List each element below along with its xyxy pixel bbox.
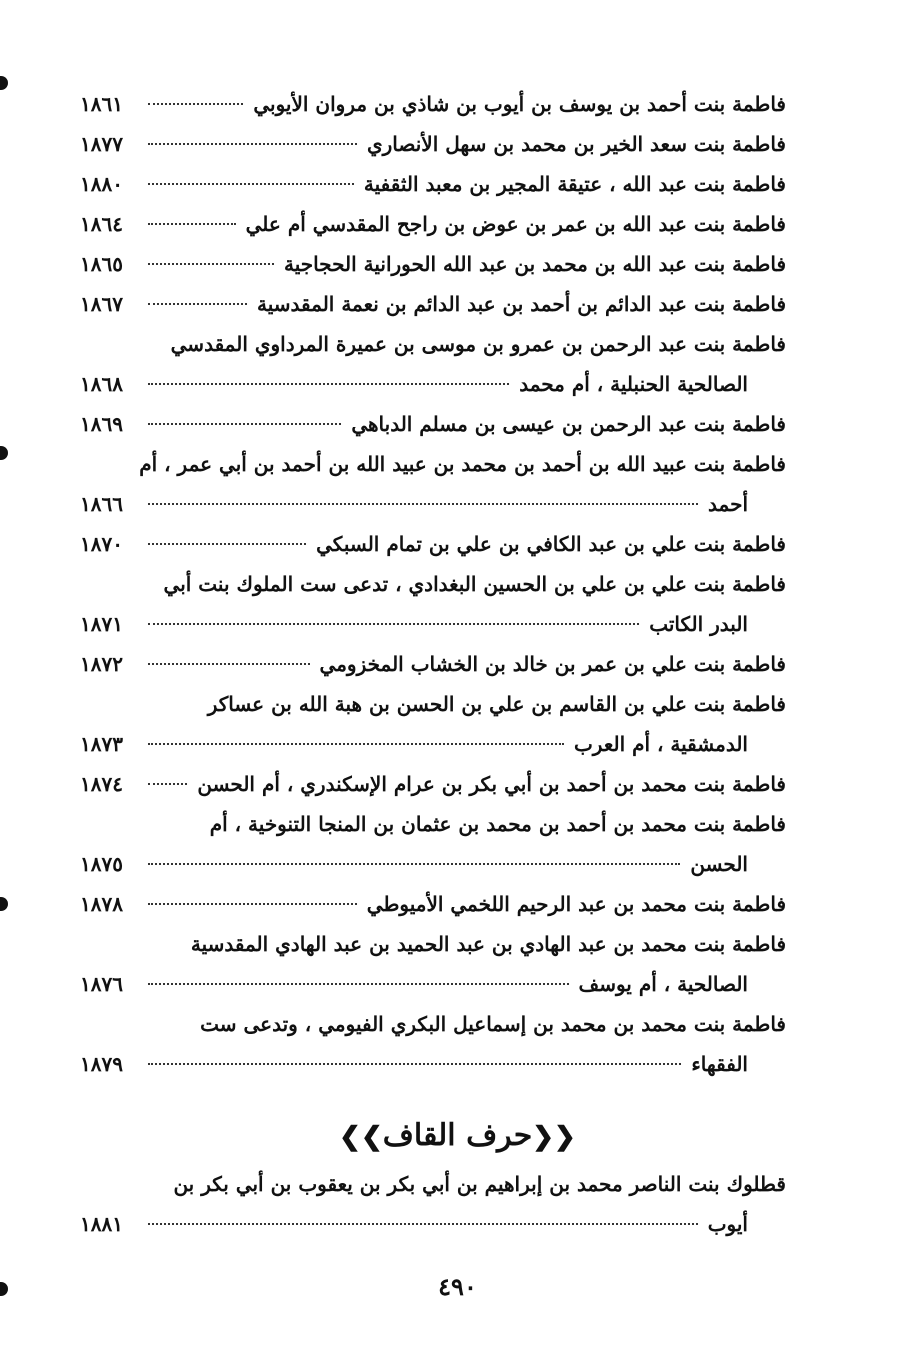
index-entry — [80, 444, 786, 524]
dot-leader — [148, 503, 698, 505]
entry-text: فاطمة بنت عبد الله ، عتيقة المجير بن معبد الثقفية — [363, 172, 786, 196]
entry-line — [80, 204, 786, 244]
index-entry — [80, 404, 786, 444]
entry-line — [80, 644, 786, 684]
entry-text: أحمد — [708, 492, 748, 516]
entry-text: الدمشقية ، أم العرب — [573, 732, 748, 756]
entry-text: فاطمة بنت عبد الرحمن بن عمرو بن موسى بن عميرة المرداوي المقدسي — [170, 332, 786, 356]
dot-leader — [148, 263, 274, 265]
entry-line — [80, 924, 786, 964]
entry-number: ١٨٧٠ — [80, 532, 123, 556]
entry-text: فاطمة بنت علي بن عمر بن خالد بن الخشاب المخزومي — [319, 652, 786, 676]
page-number: ٤٩٠ — [438, 1272, 477, 1301]
index-entry — [80, 684, 786, 764]
entry-text: فاطمة بنت عبيد الله بن أحمد بن محمد بن عبيد الله بن أحمد بن أبي عمر ، أم — [139, 452, 786, 476]
entry-number: ١٨٨٠ — [80, 172, 123, 196]
entry-text: فاطمة بنت محمد بن أحمد بن أبي بكر بن عرام الإسكندري ، أم الحسن — [197, 772, 786, 796]
entry-number: ١٨٦١ — [80, 92, 123, 116]
entry-line — [80, 844, 786, 884]
entry-line — [80, 1164, 786, 1204]
dot-leader — [148, 863, 680, 865]
ornament-left: ❮❮ — [532, 1122, 576, 1152]
entry-number: ١٨٦٨ — [80, 372, 123, 396]
index-entry — [80, 164, 786, 204]
entry-number: ١٨٦٦ — [80, 492, 123, 516]
dot-leader — [148, 743, 564, 745]
entry-number: ١٨٧٨ — [80, 892, 123, 916]
entry-text: فاطمة بنت علي بن علي بن الحسين البغدادي ، تدعى ست الملوك بنت أبي — [163, 572, 786, 596]
entry-text: فاطمة بنت عبد الله بن محمد بن عبد الله الحورانية الحجاجية — [283, 252, 786, 276]
entry-text: فاطمة بنت محمد بن أحمد بن محمد بن عثمان بن المنجا التنوخية ، أم — [209, 812, 786, 836]
entry-number: ١٨٨١ — [80, 1212, 123, 1236]
index-entry — [80, 644, 786, 684]
index-entry — [80, 204, 786, 244]
entry-line — [80, 364, 786, 404]
entry-number: ١٨٧١ — [80, 612, 123, 636]
entry-line — [80, 1044, 786, 1084]
binding-mark — [0, 76, 8, 90]
dot-leader — [148, 223, 236, 225]
entry-number: ١٨٧٥ — [80, 852, 123, 876]
dot-leader — [148, 143, 357, 145]
entry-text: فاطمة بنت أحمد بن يوسف بن أيوب بن شاذي بن مروان الأيوبي — [253, 92, 786, 116]
entry-line — [80, 604, 786, 644]
entry-text: فاطمة بنت عبد الله بن عمر بن عوض بن راجح المقدسي أم علي — [245, 212, 786, 236]
entry-text: الفقهاء — [691, 1052, 748, 1076]
entry-line — [80, 444, 786, 484]
entry-number: ١٨٧٦ — [80, 972, 123, 996]
entry-line — [80, 324, 786, 364]
index-entry — [80, 524, 786, 564]
dot-leader — [148, 903, 357, 905]
index-entry — [80, 1004, 786, 1084]
index-entry — [80, 764, 786, 804]
entry-text: فاطمة بنت عبد الدائم بن أحمد بن عبد الدائم بن نعمة المقدسية — [257, 292, 786, 316]
index-entry — [80, 124, 786, 164]
entry-text: الحسن — [690, 852, 748, 876]
entry-line — [80, 164, 786, 204]
ornament-right: ❯❯ — [339, 1122, 383, 1152]
section-heading-text: حرف القاف — [382, 1118, 533, 1153]
entry-number: ١٨٧٩ — [80, 1052, 123, 1076]
dot-leader — [148, 1223, 698, 1225]
dot-leader — [148, 983, 569, 985]
entry-number: ١٨٦٧ — [80, 292, 123, 316]
entry-number: ١٨٧٣ — [80, 732, 123, 756]
entry-line — [80, 284, 786, 324]
index-entry — [80, 564, 786, 644]
entry-line — [80, 964, 786, 1004]
dot-leader — [148, 303, 247, 305]
entry-text: الصالحية الحنبلية ، أم محمد — [519, 372, 748, 396]
entry-line — [80, 244, 786, 284]
index-entry — [80, 884, 786, 924]
entry-text: الصالحية ، أم يوسف — [578, 972, 748, 996]
entry-text: فاطمة بنت محمد بن عبد الرحيم اللخمي الأميوطي — [366, 892, 786, 916]
entry-number: ١٨٧٤ — [80, 772, 123, 796]
entry-line — [80, 884, 786, 924]
entry-number: ١٨٦٩ — [80, 412, 123, 436]
entry-line — [80, 684, 786, 724]
dot-leader — [148, 183, 354, 185]
entry-line — [80, 484, 786, 524]
index-entry — [80, 324, 786, 404]
entry-line — [80, 724, 786, 764]
entry-text: أيوب — [707, 1212, 748, 1236]
dot-leader — [148, 423, 341, 425]
section-heading — [0, 1118, 915, 1153]
entry-line — [80, 404, 786, 444]
entry-text: فاطمة بنت علي بن عبد الكافي بن علي بن تمام السبكي — [316, 532, 786, 556]
entry-line — [80, 524, 786, 564]
dot-leader — [148, 543, 306, 545]
entry-line — [80, 764, 786, 804]
entry-number: ١٨٦٤ — [80, 212, 123, 236]
entry-text: البدر الكاتب — [649, 612, 748, 636]
dot-leader — [148, 1063, 681, 1065]
binding-mark — [0, 446, 8, 460]
dot-leader — [148, 783, 187, 785]
entry-line — [80, 84, 786, 124]
entry-text: فاطمة بنت محمد بن محمد بن إسماعيل البكري الفيومي ، وتدعى ست — [200, 1012, 786, 1036]
entry-line — [80, 804, 786, 844]
dot-leader — [148, 663, 310, 665]
entry-text: قطلوك بنت الناصر محمد بن إبراهيم بن أبي بكر بن يعقوب بن أبي بكر بن — [173, 1172, 786, 1196]
index-entry — [80, 284, 786, 324]
entry-text: فاطمة بنت علي بن القاسم بن علي بن الحسن بن هبة الله بن عساكر — [207, 692, 786, 716]
dot-leader — [148, 623, 639, 625]
entry-text: فاطمة بنت محمد بن عبد الهادي بن عبد الحميد بن عبد الهادي المقدسية — [190, 932, 786, 956]
entry-number: ١٨٧٧ — [80, 132, 123, 156]
entry-line — [80, 124, 786, 164]
index-entry — [80, 84, 786, 124]
index-entry — [80, 804, 786, 884]
entry-text: فاطمة بنت سعد الخير بن محمد بن سهل الأنصاري — [366, 132, 786, 156]
entry-text: فاطمة بنت عبد الرحمن بن عيسى بن مسلم الدباهي — [351, 412, 786, 436]
index-entry — [80, 244, 786, 284]
entry-number: ١٨٦٥ — [80, 252, 123, 276]
dot-leader — [148, 103, 243, 105]
dot-leader — [148, 383, 509, 385]
index-entry — [80, 1164, 786, 1244]
entry-line — [80, 564, 786, 604]
binding-mark — [0, 897, 8, 911]
entry-line — [80, 1004, 786, 1044]
index-entry — [80, 924, 786, 1004]
entry-line — [80, 1204, 786, 1244]
entry-number: ١٨٧٢ — [80, 652, 123, 676]
